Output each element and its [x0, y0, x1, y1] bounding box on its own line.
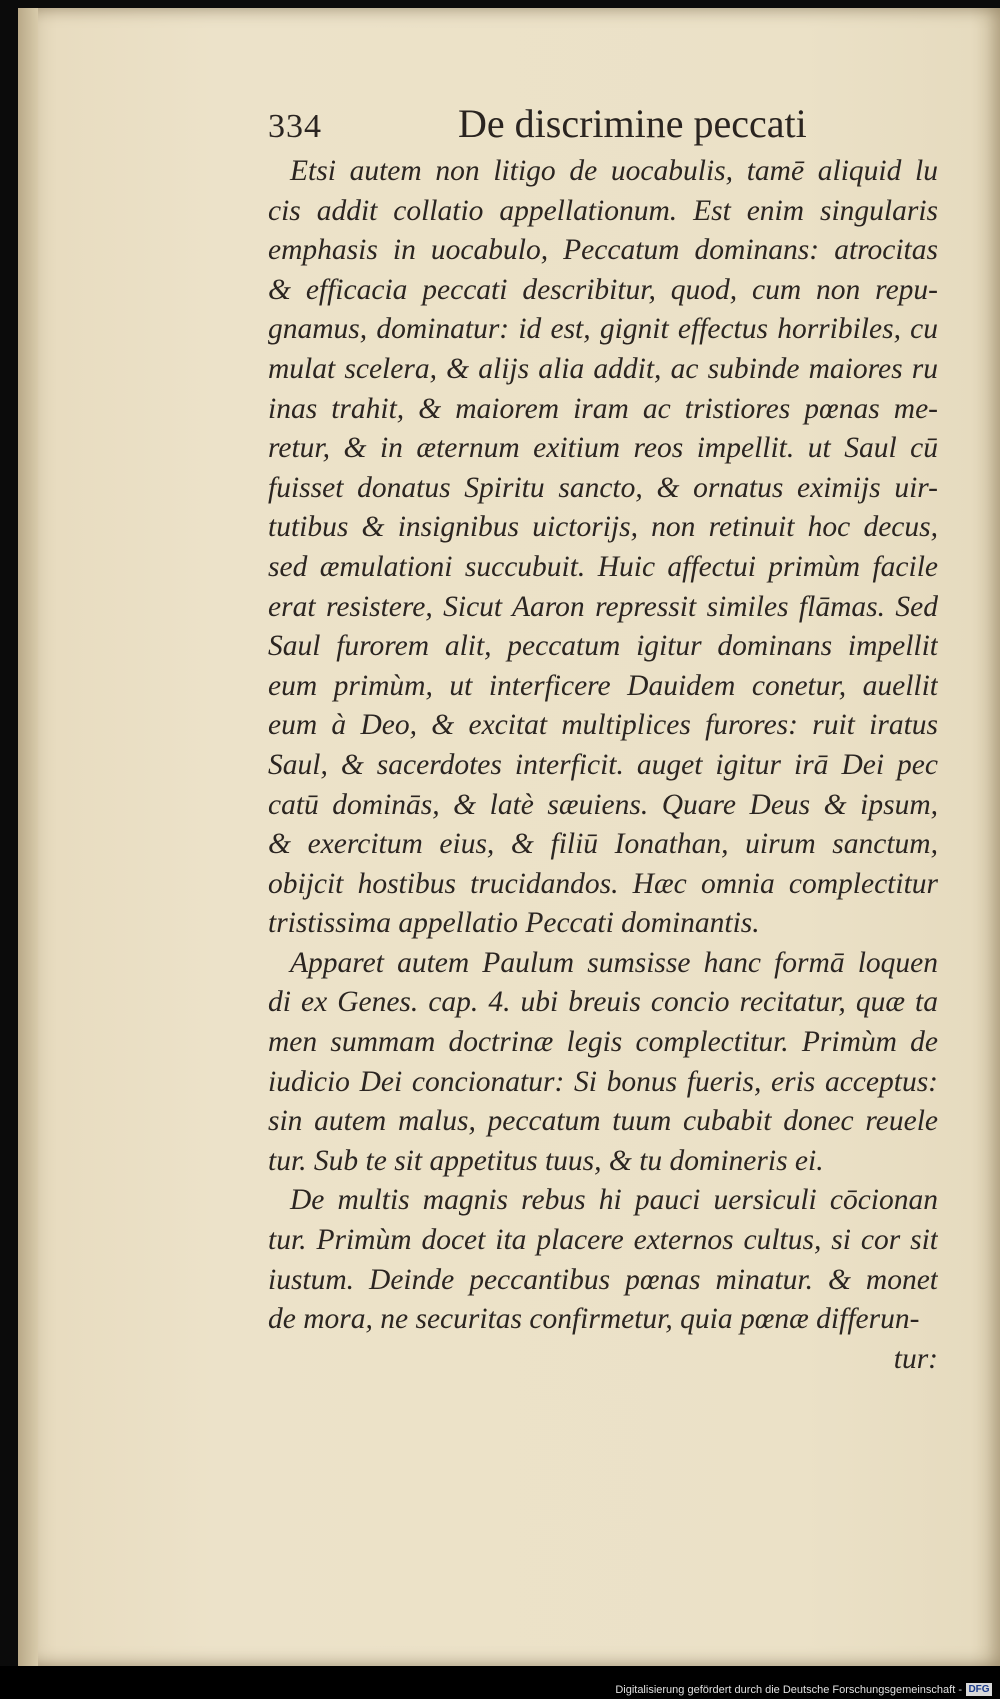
page-number: 334 — [268, 108, 322, 145]
text-line: & efficacia peccati describitur, quod, cum non repu- — [268, 273, 938, 306]
text-line: erat resistere, Sicut Aaron repressit similes flāmas. Sed — [268, 590, 938, 623]
body-text — [268, 152, 938, 1379]
text-line: De multis magnis rebus hi pauci uersiculi cōcionan — [290, 1184, 938, 1217]
text-line: de mora, ne securitas confirmetur, quia pœnæ differun- — [268, 1303, 920, 1336]
text-line: Saul, & sacerdotes interficit. auget igitur irā Dei pec — [268, 748, 938, 781]
text-line: Saul furorem alit, peccatum igitur dominans impellit — [268, 630, 938, 663]
text-line: mulat scelera, & alijs alia addit, ac subinde maiores ru — [268, 352, 938, 385]
text-line: tur. Sub te sit appetitus tuus, & tu domineris ei. — [268, 1144, 824, 1177]
text-line: retur, & in æternum exitium reos impellit. ut Saul cū — [268, 432, 938, 465]
text-line: cis addit collatio appellationum. Est enim singularis — [268, 194, 938, 227]
text-line: sed æmulationi succubuit. Huic affectui primùm facile — [268, 550, 938, 583]
text-line: Etsi autem non litigo de uocabulis, tamē aliquid lu — [290, 155, 938, 187]
text-line: Apparet autem Paulum sumsisse hanc formā loquen — [290, 946, 938, 979]
text-line: fuisset donatus Spiritu sancto, & ornatus eximijs uir- — [268, 471, 938, 504]
text-line: catū dominās, & latè sæuiens. Quare Deus & ipsum, — [268, 788, 938, 821]
catchword: tur: — [893, 1342, 938, 1375]
text-line: eum primùm, ut interficere Dauidem conetur, auellit — [268, 669, 938, 702]
text-line: tristissima appellatio Peccati dominantis. — [268, 907, 760, 940]
text-line: inas trahit, & maiorem iram ac tristiores pœnas me- — [268, 392, 938, 425]
text-line: men summam doctrinæ legis complectitur. Primùm de — [268, 1026, 938, 1059]
text-line: obijcit hostibus trucidandos. Hæc omnia complectitur — [268, 867, 938, 900]
text-line: tur. Primùm docet ita placere externos cultus, si cor sit — [268, 1224, 938, 1257]
text-line: emphasis in uocabulo, Peccatum dominans: atrocitas — [268, 234, 938, 267]
text-line: sin autem malus, peccatum tuum cubabit donec reuele — [268, 1105, 938, 1138]
text-line: iustum. Deinde peccantibus pœnas minatur. & monet — [268, 1263, 938, 1296]
dfg-logo: DFG — [966, 1683, 992, 1696]
text-line: gnamus, dominatur: id est, gignit effectus horribiles, cu — [268, 313, 938, 346]
attribution-text: Digitalisierung gefördert durch die Deutsche Forschungsgemeinschaft - — [615, 1684, 962, 1696]
text-line: tutibus & insignibus uictorijs, non retinuit hoc decus, — [268, 511, 938, 544]
running-title: De discrimine peccati — [458, 101, 807, 146]
text-line: di ex Genes. cap. 4. ubi breuis concio recitatur, quæ ta — [268, 986, 938, 1019]
page-gutter — [18, 8, 38, 1666]
text-line: eum à Deo, & excitat multiplices furores: ruit iratus — [268, 709, 938, 742]
text-line: & exercitum eius, & filiū Ionathan, uirum sanctum, — [268, 828, 938, 861]
text-line: iudicio Dei concionatur: Si bonus fueris, eris acceptus: — [268, 1065, 938, 1098]
